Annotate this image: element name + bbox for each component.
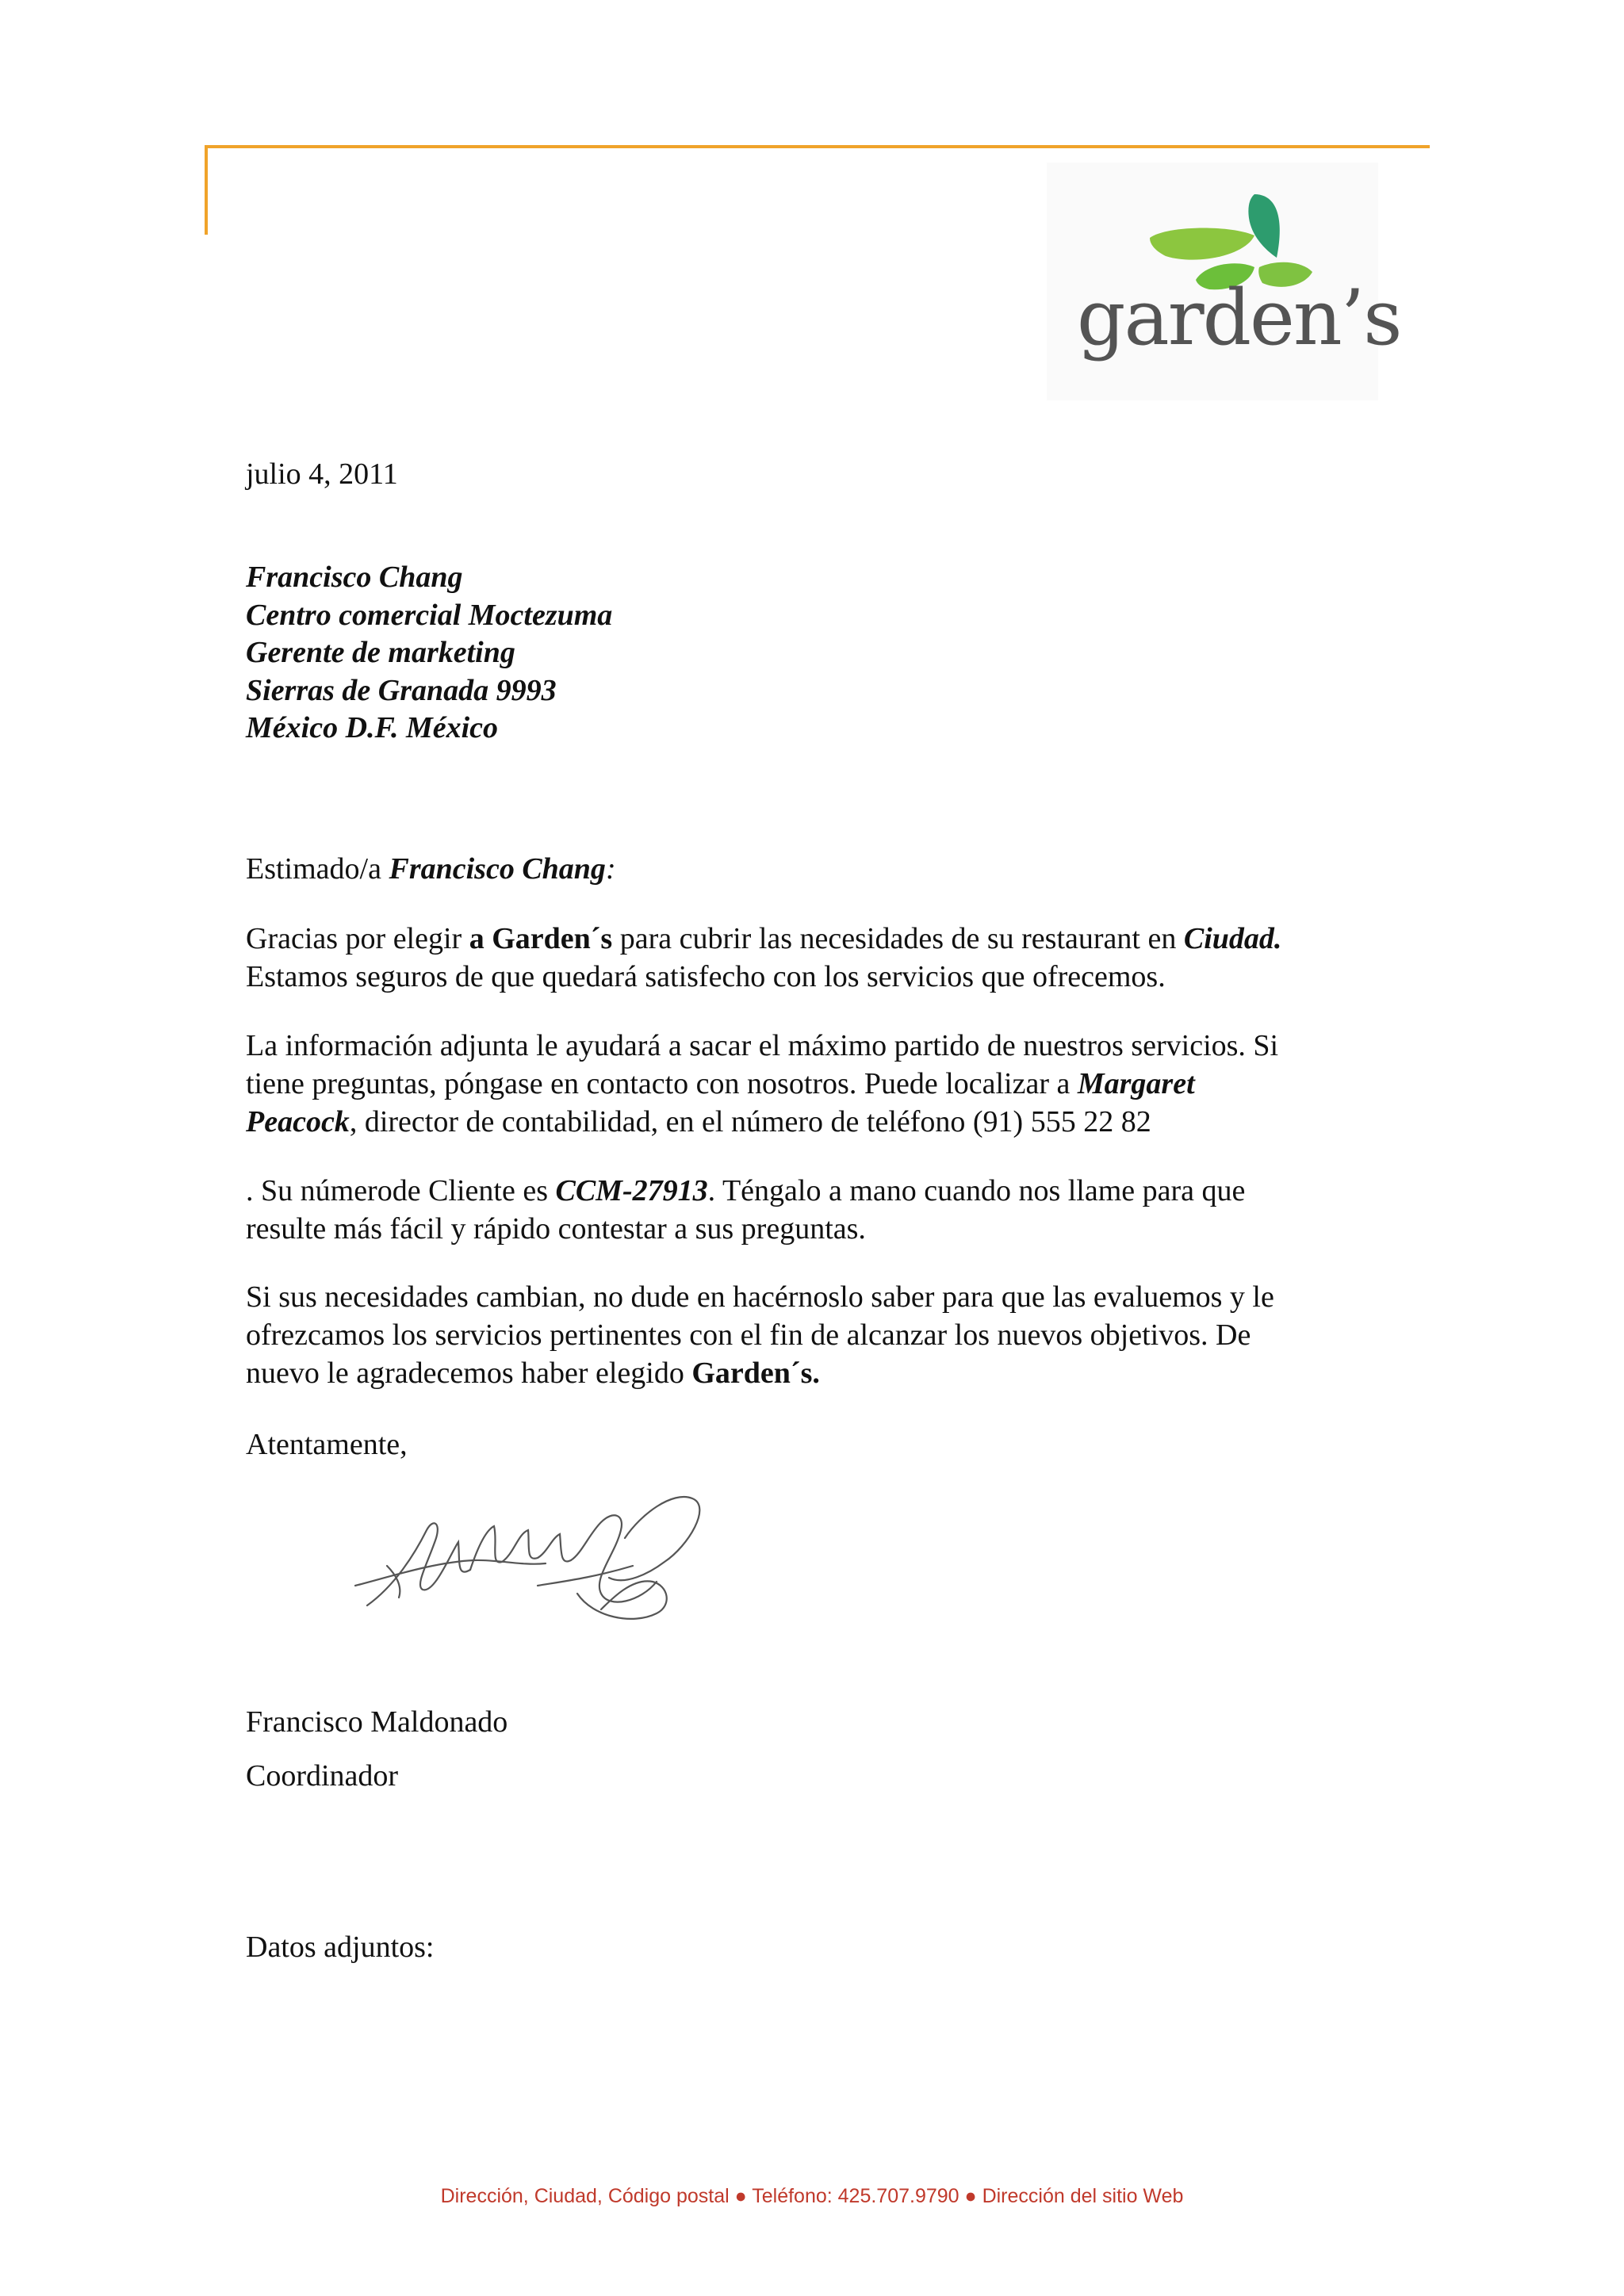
- p1-city: Ciudad.: [1183, 922, 1282, 955]
- footer-contact-line: Dirección, Ciudad, Código postal ● Teléfono: 425.707.9790 ● Dirección del sitio Web: [440, 2185, 1184, 2207]
- gardens-logo: [1047, 163, 1401, 400]
- closing-salutation: Atentamente,: [246, 1428, 408, 1461]
- greeting-prefix: Estimado/a: [246, 852, 389, 886]
- recipient-title: Gerente de marketing: [246, 636, 515, 669]
- recipient-city: México D.F. México: [246, 711, 499, 744]
- greeting-suffix: :: [605, 852, 616, 886]
- header-accent-line: [205, 145, 1430, 148]
- paragraph-closing: [246, 1278, 1274, 1392]
- p1-text-2: para cubrir las necesidades de su restaurant en: [612, 922, 1184, 955]
- logo-wordmark: garden’s: [1077, 274, 1401, 362]
- greeting: [246, 850, 616, 888]
- p1-text: Gracias por elegir: [246, 922, 469, 955]
- recipient-name: Francisco Chang: [246, 561, 463, 594]
- signer-name: Francisco Maldonado: [246, 1705, 508, 1739]
- p2-contact-last: Peacock: [246, 1105, 350, 1138]
- p4-company: Garden´s.: [691, 1357, 820, 1390]
- paragraph-thanks: [246, 920, 1281, 996]
- p4-line-2: ofrezcamos los servicios pertinentes con el fin de alcanzar los nuevos objetivos. De: [246, 1318, 1251, 1352]
- p1-line-2: Estamos seguros de que quedará satisfecho con los servicios que ofrecemos.: [246, 960, 1166, 993]
- customer-number: CCM-27913: [555, 1174, 708, 1207]
- p4-text: nuevo le agradecemos haber elegido: [246, 1357, 692, 1390]
- signature-image: [339, 1467, 736, 1653]
- header-accent-corner: [205, 145, 208, 235]
- p3-text: . Su númerode Cliente es: [246, 1174, 556, 1207]
- recipient-address-block: [246, 559, 612, 748]
- letter-date: julio 4, 2011: [246, 457, 398, 491]
- recipient-street: Sierras de Granada 9993: [246, 673, 557, 707]
- recipient-company: Centro comercial Moctezuma: [246, 598, 613, 632]
- attachments-label: Datos adjuntos:: [246, 1931, 435, 1964]
- signer-title: Coordinador: [246, 1759, 399, 1793]
- p3-text-2: . Téngalo a mano cuando nos llame para que: [707, 1174, 1246, 1207]
- p2-text: tiene preguntas, póngase en contacto con nosotros. Puede localizar a: [246, 1067, 1078, 1100]
- p2-line-1: La información adjunta le ayudará a sacar el máximo partido de nuestros servicios. Si: [246, 1029, 1279, 1062]
- greeting-name: Francisco Chang: [389, 852, 606, 886]
- p3-line-2: resulte más fácil y rápido contestar a sus preguntas.: [246, 1212, 866, 1246]
- paragraph-customer-number: [246, 1172, 1245, 1248]
- paragraph-info: [246, 1027, 1278, 1141]
- p2-phone-text: , director de contabilidad, en el número de teléfono (91) 555 22 82: [349, 1105, 1151, 1138]
- p1-company: a Garden´s: [469, 922, 613, 955]
- p2-contact-first: Margaret: [1077, 1067, 1195, 1100]
- p4-line-1: Si sus necesidades cambian, no dude en hacérnoslo saber para que las evaluemos y le: [246, 1280, 1274, 1314]
